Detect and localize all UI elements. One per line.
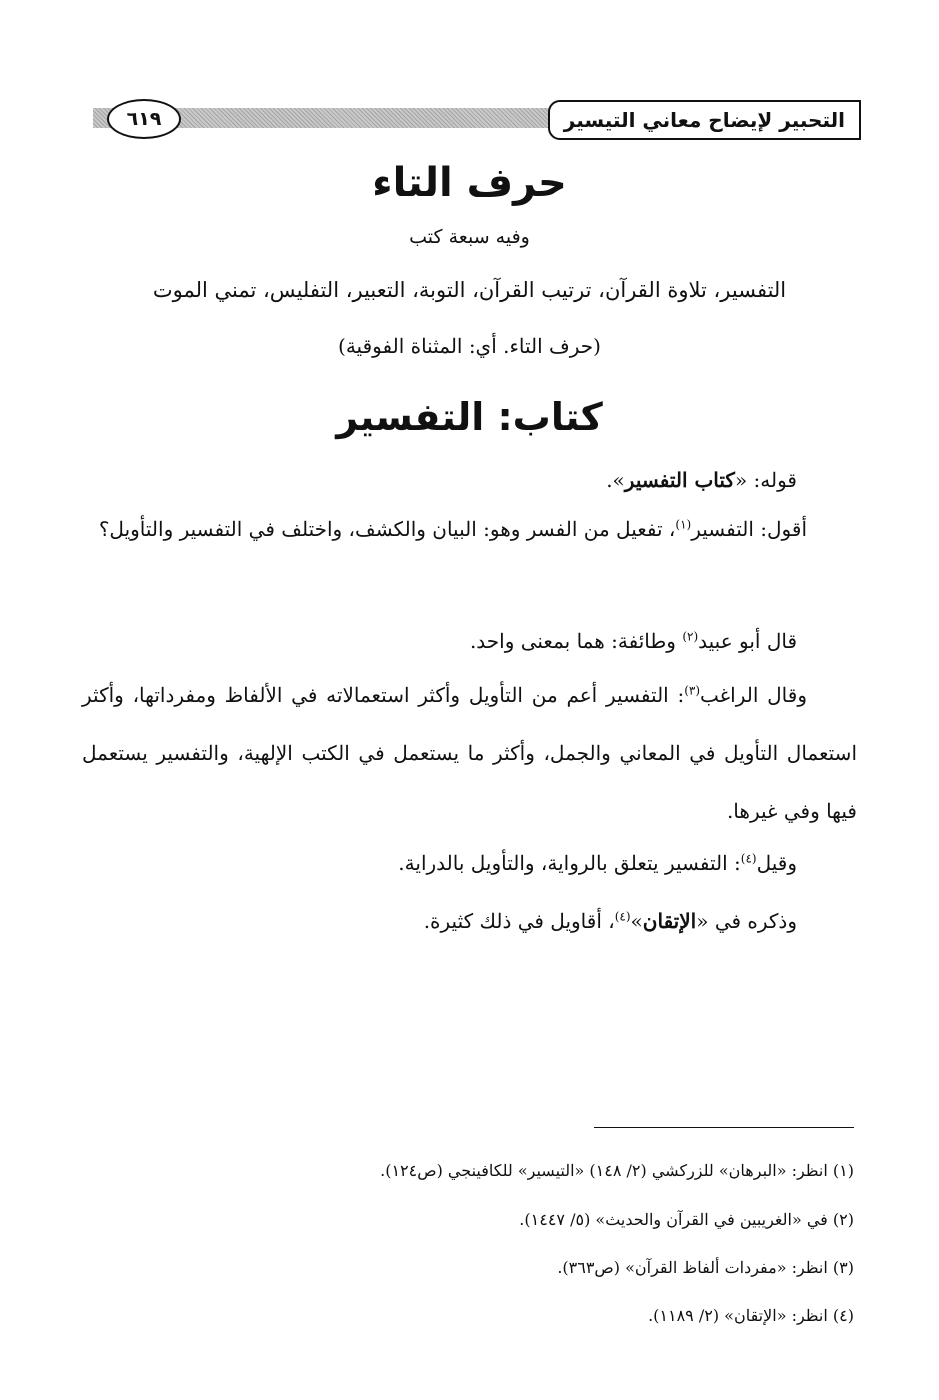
text-run: وقال الراغب — [700, 683, 807, 707]
footnote-ref[interactable]: (١) — [675, 517, 692, 532]
text-run: ». — [606, 468, 625, 492]
bold-run: الإتقان — [642, 909, 697, 933]
text-run: وقيل — [756, 851, 797, 875]
page-number: ٦١٩ — [107, 99, 181, 139]
text-run: : التفسير أعم من التأويل وأكثر استعمالاته في الألفاظ ومفرداتها، وأكثر استعمال التأويل في المعاني والجمل، وأكثر ما يستعمل في الكتب الإلهية، والتفسير يستعمل فيها وفي غيرها. — [82, 683, 857, 823]
text-run: وذكره في « — [696, 909, 797, 933]
paragraph-5 — [82, 834, 857, 892]
chapter-subtitle: وفيه سبعة كتب — [409, 226, 530, 248]
footnote-ref[interactable]: (٢) — [682, 629, 699, 644]
text-run: : التفسير يتعلق بالرواية، والتأويل بالدراية. — [398, 851, 741, 875]
paragraph-6 — [82, 892, 857, 950]
footnote-4: (٤) انظر: «الإتقان» (٢/ ١١٨٩). — [648, 1306, 854, 1325]
text-run: » — [630, 909, 643, 933]
paragraph-2 — [82, 500, 857, 558]
chapter-books-list: التفسير، تلاوة القرآن، ترتيب القرآن، التوبة، التعبير، التفليس، تمني الموت — [152, 278, 787, 302]
page-header — [93, 97, 861, 143]
bold-run: كتاب التفسير — [624, 468, 735, 492]
chapter-title: حرف التاء — [372, 160, 567, 206]
text-run: قوله: « — [734, 468, 797, 492]
running-title: التحبير لإيضاح معاني التيسير — [548, 100, 861, 140]
section-title: كتاب: التفسير — [336, 395, 603, 439]
footnote-ref[interactable]: (٣) — [684, 683, 701, 698]
footnote-ref[interactable]: (٤) — [740, 851, 757, 866]
text-run: ، تفعيل من الفسر وهو: البيان والكشف، واختلف في التفسير والتأويل؟ — [98, 517, 676, 541]
paragraph-3 — [82, 612, 857, 670]
footnote-3: (٣) انظر: «مفردات ألفاظ القرآن» (ص٣٦٣). — [557, 1258, 854, 1277]
text-run: ، أقاويل في ذلك كثيرة. — [423, 909, 615, 933]
paragraph-4 — [82, 666, 857, 840]
chapter-note: (حرف التاء. أي: المثناة الفوقية) — [338, 334, 601, 358]
footnote-separator — [594, 1127, 854, 1128]
text-run: وطائفة: هما بمعنى واحد. — [469, 629, 683, 653]
footnote-1: (١) انظر: «البرهان» للزركشي (٢/ ١٤٨) «التيسير» للكافينجي (ص١٢٤). — [380, 1161, 854, 1180]
footnote-ref[interactable]: (٤) — [614, 909, 631, 924]
text-run: قال أبو عبيد — [698, 629, 797, 653]
text-run: أقول: التفسير — [691, 517, 807, 541]
footnote-2: (٢) في «الغريبين في القرآن والحديث» (٥/ ١٤٤٧). — [519, 1210, 854, 1229]
